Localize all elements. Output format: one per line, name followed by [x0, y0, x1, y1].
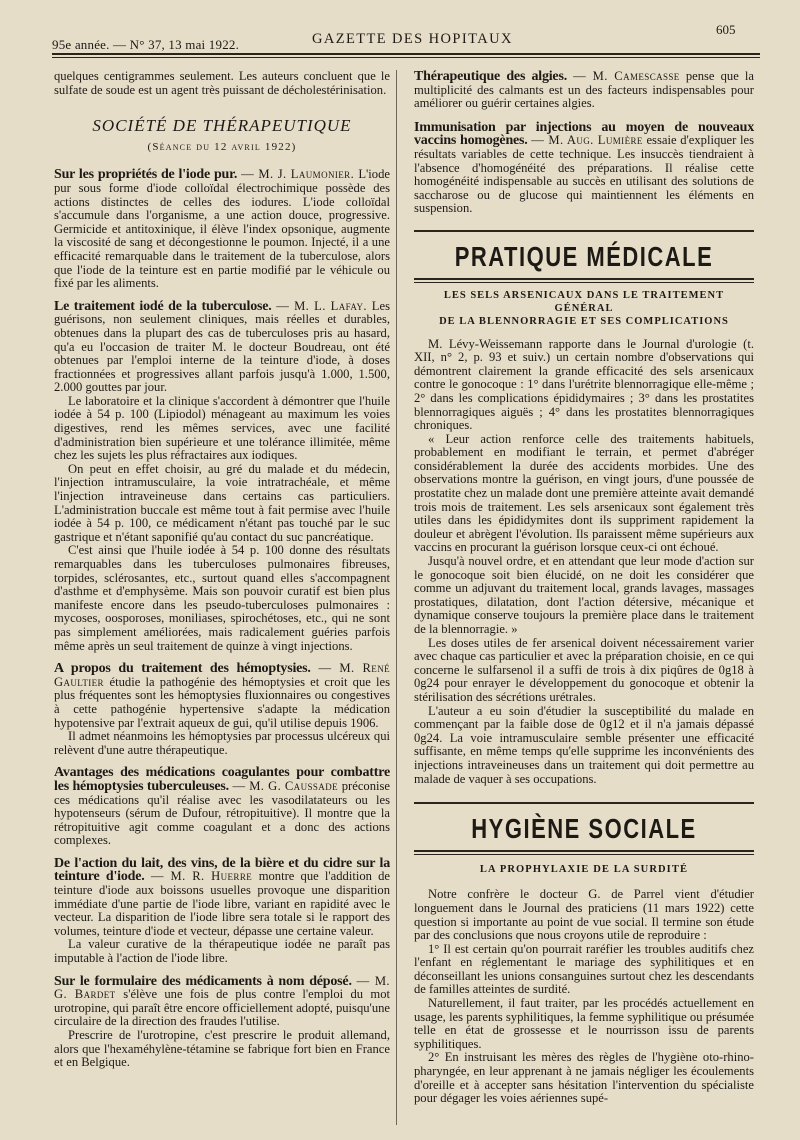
article-author: — M. R. Huerre — [150, 869, 259, 884]
article — [54, 975, 390, 1070]
subtitle-line-2: DE LA BLENNORRAGIE ET SES COMPLICATIONS — [439, 315, 729, 327]
continuation-text: quelques centigrammes seulement. Les auteurs concluent que le sulfate de soude est un agent très puissant de décholestérinisation. — [54, 69, 390, 97]
article-paragraph — [54, 168, 390, 290]
article-paragraph: Il admet néanmoins les hémoptysies par processus ulcéreux qui relèvent d'une autre thérapeutique. — [54, 729, 390, 757]
article — [54, 300, 390, 653]
article-list — [54, 168, 390, 1069]
hygiene-subtitle: LA PROPHYLAXIE DE LA SURDITÉ — [479, 863, 689, 875]
pratique-subtitle — [414, 289, 754, 328]
article-author: — M. J. Laumonier. — [241, 167, 359, 182]
article-author: — M. René Gaultier — [54, 661, 391, 689]
article-paragraph — [54, 857, 390, 939]
left-column — [54, 70, 390, 1070]
hygiene-banner: HYGIÈNE SOCIALE — [471, 812, 697, 845]
article-title: De l'action du lait, des vins, de la bière et du cidre sur la teinture d'iode. — [54, 855, 390, 885]
section-rule — [414, 278, 754, 280]
article-title: Le traitement iodé de la tuberculose. — [54, 298, 277, 314]
body-paragraph: 1° Il est certain qu'on pourrait raréfier les troubles auditifs chez l'enfant en réglementant le mariage des syphilitiques et en déconseillant les unions consanguines surtout chez les descendants de familles atteintes de surdité. — [414, 941, 754, 997]
page-number: 605 — [716, 22, 736, 37]
article-author: — M. G. Bardet — [54, 973, 390, 1002]
section-rule-thin — [414, 282, 754, 283]
article-paragraph: On peut en effet choisir, au gré du malade et du médecin, l'injection intramusculaire, la voie intratrachéale, et même l'injection intraveineuse dans certains cas particuliers. L'administration buccale est même tout à fait permise avec l'huile iodée à 54 p. 100, ce médicament n'étant pas touché par le suc gastrique et n'étant saponifié qu'au contact du suc pancréatique. — [54, 461, 390, 544]
article-text: pense que la multiplicité des calmants est un des facteurs indispensables pour améliorer ou guérir certaines algies. — [414, 69, 755, 111]
subtitle-line-1: LES SELS ARSENICAUX DANS LE TRAITEMENT GÉNÉRAL — [443, 289, 725, 314]
body-paragraph: M. Lévy-Weissemann rapporte dans le Journal d'urologie (t. XII, n° 2, p. 93 et suiv.) un certain nombre d'observations qui démontrent clairement la grande efficacité des sels arsenicaux contre le gonocoque : 1° dans l'urétrite blennorragique elle-même ; 2° dans les complications épididymaires ; 3° dans les prostatites blennorragiques aiguës ; 4° dans les prostatites blennorragiques chroniques. — [414, 336, 754, 433]
article-text: Les guérisons, non seulement cliniques, mais réelles et durables, obtenues dans la plupart des cas de tuberculoses pris au hasard, qu'a eu l'occasion de traiter M. le docteur Boudreau, ont été obtenues par l'emploi interne de la teinture d'iode, à doses fractionnées et progressives allant parfois jusqu'à 1.000, 1.500, 2.000 gouttes par jour. — [54, 298, 390, 395]
section-rule — [414, 230, 754, 232]
section-title: SOCIÉTÉ DE THÉRAPEUTIQUE — [92, 116, 352, 136]
header-rule-thin — [52, 57, 760, 58]
article-paragraph: C'est ainsi que l'huile iodée à 54 p. 100 donne des résultats remarquables dans les tuberculoses pulmonaires fibreuses, torpides, sclérosantes, etc., surtout quand elles s'accompagnent d'asthme et d'emphysème. Mais son pouvoir curatif est bien plus manifeste encore dans les pseudo-tuberculoses pulmonaires : mycoses, oosporoses, moniliases, spirochétoses, etc., qui ne sont pas simplement améliorées, mais radicalement guéries parfois même après un seul traitement de quinze à vingt injections. — [54, 543, 390, 653]
section-rule-thin — [414, 854, 754, 855]
article-paragraph — [54, 975, 390, 1029]
article-paragraph — [54, 662, 390, 730]
article-text: préconise ces médications qu'il réalise avec les vasodilatateurs ou les hypotenseurs (sérum de Dufour, rétropituitive). Il montre que la rétropituitive agit comme coagulant et a donc des actions complexes. — [54, 778, 391, 848]
article-paragraph — [54, 766, 390, 848]
right-column — [414, 70, 754, 1106]
article — [54, 662, 390, 757]
pratique-body — [414, 338, 754, 787]
article-paragraph: Le laboratoire et la clinique s'accordent à démontrer que l'huile iodée à 54 p. 100 (Lipiodol) ménageant au maximum les voies digestives, rend les mêmes services, avec une facilité d'administration bien supérieure et une tolérance illimitée, même chez les sujets les plus réfractaires aux iodiques. — [54, 393, 390, 463]
article-author: — M. L. Lafay. — [276, 298, 372, 313]
issue-info: 95e année. — N° 37, 13 mai 1922. — [52, 37, 240, 52]
body-paragraph: Naturellement, il faut traiter, par les procédés actuellement en usage, les parents syphilitiques, la femme syphilitique ou présumée telle en état de grossesse et le nourrisson issu de parents syphilitiques. — [414, 996, 754, 1051]
article-title: Sur les propriétés de l'iode pur. — [54, 167, 242, 183]
article-author: — M. G. Caussade — [232, 778, 342, 793]
article-algies — [414, 70, 754, 111]
body-paragraph: Jusqu'à nouvel ordre, et en attendant que leur mode d'action sur le gonocoque soit bien élucidé, on ne doit les considérer que comme un adjuvant du traitement local, grands lavages, massages prostatiques, dilatation, dont l'action détersive, mécanique et dynamique conserve toujours la première place dans le traitement de la blennorragie. » — [414, 554, 754, 636]
body-paragraph: Les doses utiles de fer arsenical doivent nécessairement varier avec chaque cas particulier et avec la préparation choisie, en ce qui concerne le sulfarsenol il a suffi de trois à dix piqûres de 0g18 à 0g24 pour enrayer le développement du gonocoque et obtenir la stérilisation des sécrétions urétrales. — [414, 635, 754, 704]
article-title: Immunisation par injections au moyen de nouveaux vaccins homogènes. — [414, 119, 754, 149]
article-paragraph — [54, 300, 390, 395]
pratique-banner: PRATIQUE MÉDICALE — [454, 240, 714, 272]
section-rule — [414, 802, 754, 804]
article-title: Avantages des médications coagulantes pour combattre les hémoptysies tuberculeuses. — [54, 765, 390, 794]
article-text: L'iode pur sous forme d'iode colloïdal électrochimique possède des actions distinctes de celles des iodures. L'iode colloïdal s'accumule dans l'organisme, a une action douce, progressive. Germicide et antitoxinique, il élève l'index opsonique, augmente la viscosité de sang et décongestionne le poumon. Injecté, il a une efficacité remarquable dans le traitement de la tuberculose, alors que l'iode de la teinture est en partie modifié par le véhicule ou fixé par les aliments. — [54, 167, 390, 291]
article-title: Sur le formulaire des médicaments à nom déposé. — [54, 973, 357, 989]
body-paragraph: L'auteur a eu soin d'étudier la susceptibilité du malade en commençant par la faible dose de 0g12 et il n'a jamais dépassé 0g24. La voie intramusculaire semble présenter une efficacité suffisante, en même temps qu'elle supprime les inconvénients des injections intraveineuses dans un traitement qui doit permettre au malade de vaquer à ses occupations. — [414, 703, 754, 786]
body-paragraph: 2° En instruisant les mères des règles de l'hygiène oto-rhino-pharyngée, en leur apprenant à ne jamais négliger les écoulements d'oreille et à accepter sans hésitation l'intervention du spécialiste pour dégager les voies aériennes supé- — [414, 1050, 754, 1106]
article-title: Thérapeutique des algies. — [414, 69, 567, 84]
article-text: s'élève une fois de plus contre l'emploi du mot urotropine, qui paraît être encore officiellement adopté, puisqu'une circulaire de la direction des fraudes l'utilise. — [54, 987, 390, 1029]
article-text: étudie la pathogénie des hémoptysies et croit que les plus fréquentes sont les hémoptysies fluxionnaires ou congestives à cette pathogénie hypertensive s'adapte la médication hypotensive par l'extrait aqueux de gui, qu'il utilise depuis 1906. — [54, 674, 391, 730]
article — [54, 857, 390, 966]
body-paragraph: Notre confrère le docteur G. de Parrel vient d'étudier longuement dans le Journal des praticiens (11 mars 1922) cette question si importante au point de vue social. Il termine son étude par des conclusions que nous croyons utile de reproduire : — [414, 887, 754, 943]
article-paragraph: Prescrire de l'urotropine, c'est prescrire le produit allemand, alors que l'hexaméhylène-tétamine se fabrique fort bien en France et en Belgique. — [54, 1028, 390, 1070]
article — [54, 766, 390, 848]
journal-title: GAZETTE DES HOPITAUX — [312, 31, 513, 47]
article-paragraph: La valeur curative de la thérapeutique iodée ne paraît pas imputable à l'action de l'iode libre. — [54, 937, 390, 966]
article-text: essaie d'expliquer les résultats variables de cette technique. Les insuccès tiendraient à l'absence d'homogénéité des préparations. Il réalise cette homogénéité indispensable au succès en utilisant des solutions de saccharose ou de glucose qui maintiennent les éléments en suspension. — [414, 133, 755, 216]
column-divider — [396, 70, 397, 1125]
article-immunisation — [414, 121, 754, 216]
article-text: montre que l'addition de teinture d'iode aux boissons usuelles provoque une disparition immédiate d'une partie de l'iode libre, variant en rapidité avec le vecteur. La disparition de l'iode libre sera totale si le rapport des volumes, teinture d'iode et vecteur, dépasse une certaine valeur. — [54, 869, 391, 938]
hygiene-body — [414, 888, 754, 1106]
header-rule — [52, 53, 760, 55]
article — [54, 168, 390, 290]
section-rule — [414, 850, 754, 852]
article-title: A propos du traitement des hémoptysies. — [54, 661, 319, 677]
body-paragraph: « Leur action renforce celle des traitements habituels, probablement en modifiant le terrain, et permet d'abréger considérablement la durée des accidents morbides. Une des observations montre la guérison, en vingt jours, d'une poussée de prostatite chez un malade dont une première atteinte avait demandé trois mois de traitement. Les sels arsenicaux sont également très utiles dans les épididymites dont ils suppriment rapidement la douleur et abrègent l'évolution. Ils paraissent même supérieurs aux vaccins en procurant la guérison lorsque ceux-ci ont échoué. — [414, 431, 754, 555]
article-author: — M. Camescasse — [573, 69, 680, 83]
running-head — [0, 0, 800, 56]
article-author: — M. Aug. Lumière — [531, 133, 643, 148]
section-subtitle: (Séance du 12 avril 1922) — [147, 140, 297, 153]
